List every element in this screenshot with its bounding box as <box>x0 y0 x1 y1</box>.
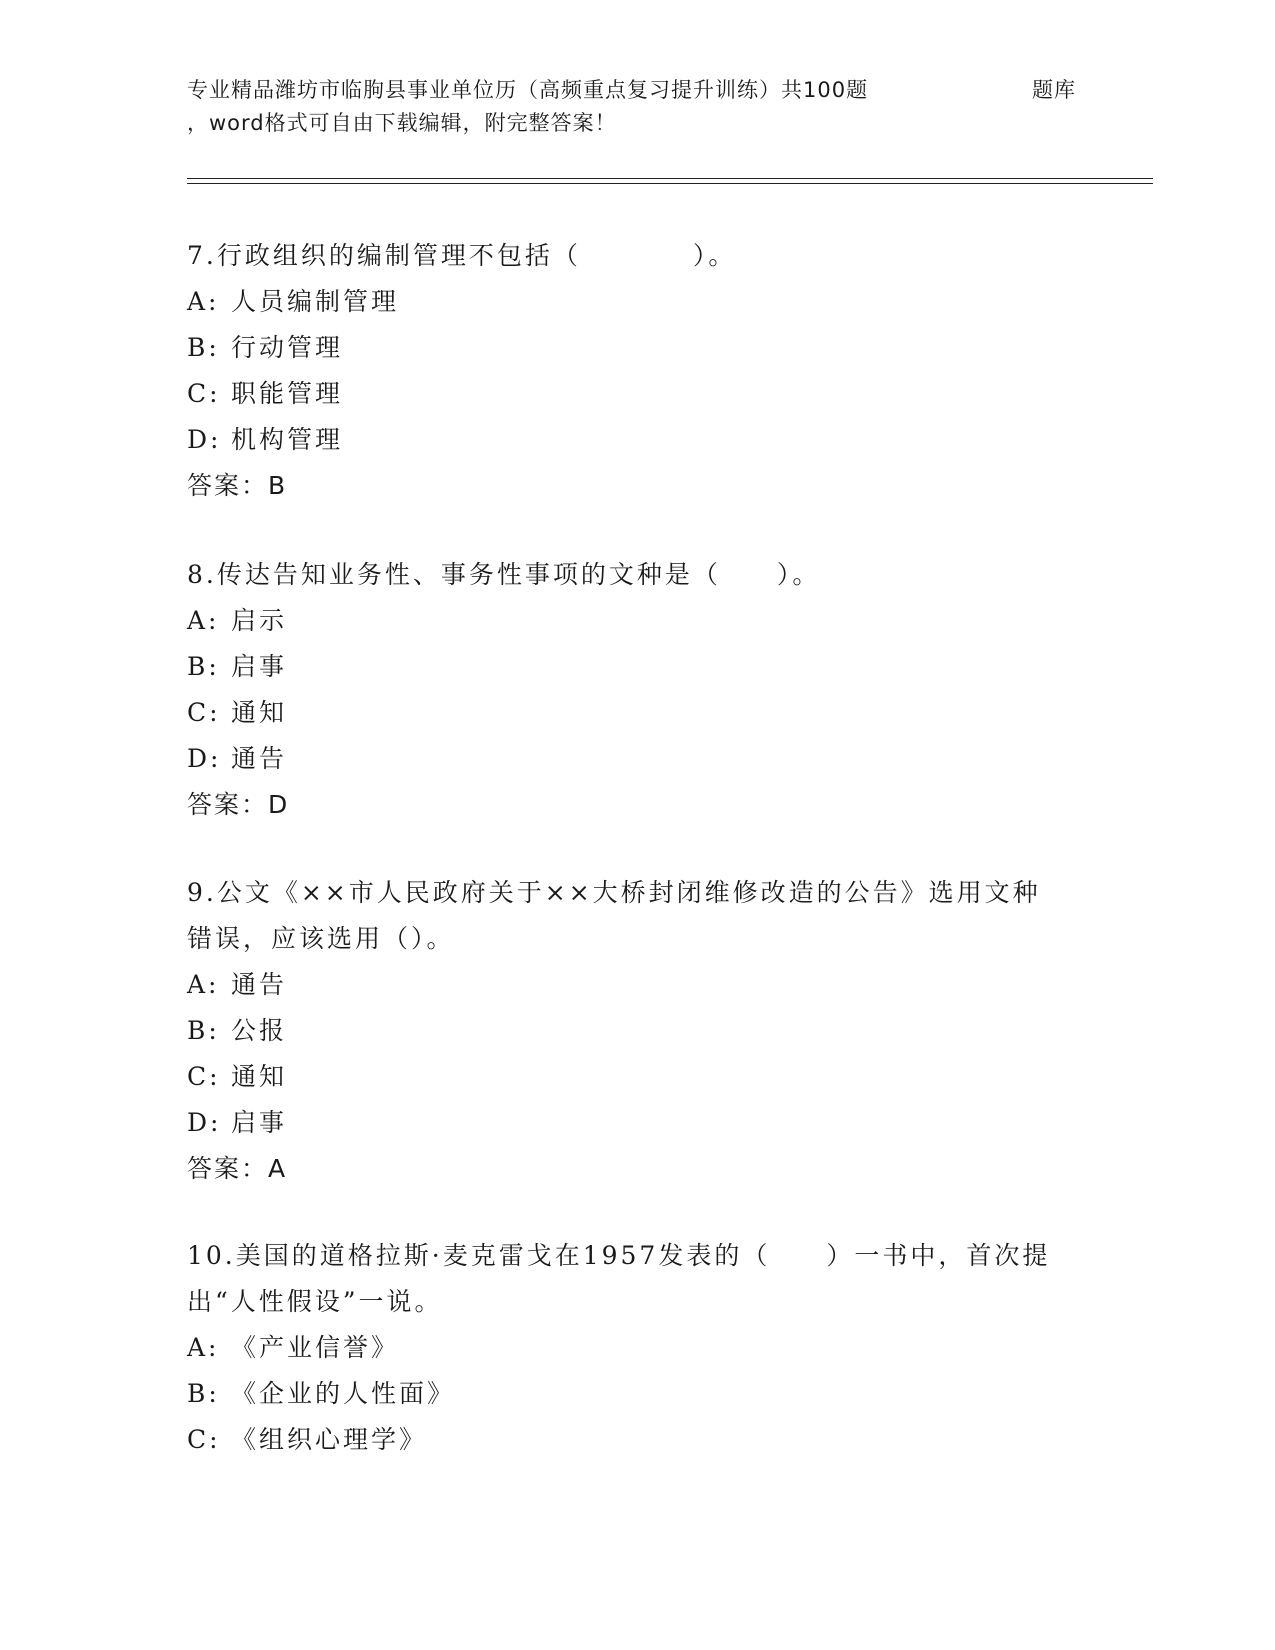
header-divider-top <box>187 178 1153 179</box>
header-subtitle: ，word格式可自由下载编辑，附完整答案！ <box>187 111 617 135</box>
option-c <box>187 1417 1067 1463</box>
option-c <box>187 1054 1067 1100</box>
answer: 答案：B <box>187 471 288 500</box>
option-text: 通知 <box>231 698 288 727</box>
option-letter: D: <box>187 425 222 454</box>
option-d <box>187 417 1067 463</box>
option-letter: C: <box>187 1425 221 1454</box>
question-stem: 10.美国的道格拉斯·麦克雷戈在1957发表的（ ）一书中，首次提出“人性假设”一说。 <box>187 1241 1051 1316</box>
option-b <box>187 325 1067 371</box>
option-a <box>187 279 1067 325</box>
option-letter: B: <box>187 1379 220 1408</box>
option-letter: C: <box>187 698 221 727</box>
option-c <box>187 371 1067 417</box>
question-stem: 7.行政组织的编制管理不包括（ ）。 <box>187 241 737 270</box>
header-title-line <box>187 74 1087 107</box>
answer: 答案：A <box>187 1154 288 1183</box>
option-a <box>187 598 1067 644</box>
option-text: 通知 <box>231 1062 288 1091</box>
option-text: 人员编制管理 <box>231 287 400 316</box>
option-a <box>187 1325 1067 1371</box>
option-text: 启示 <box>231 606 288 635</box>
option-text: 《组织心理学》 <box>231 1425 428 1454</box>
option-text: 启事 <box>231 1108 288 1137</box>
option-text: 公报 <box>231 1016 288 1045</box>
option-letter: A: <box>187 1333 220 1362</box>
option-text: 职能管理 <box>231 379 344 408</box>
document-header <box>187 74 1087 140</box>
option-text: 行动管理 <box>231 333 344 362</box>
option-text: 启事 <box>231 652 288 681</box>
option-b <box>187 1008 1067 1054</box>
option-letter: D: <box>187 1108 222 1137</box>
header-tag: 题库 <box>1032 78 1076 102</box>
option-text: 《企业的人性面》 <box>231 1379 456 1408</box>
option-text: 通告 <box>231 744 288 773</box>
option-d <box>187 1100 1067 1146</box>
option-letter: B: <box>187 1016 220 1045</box>
option-b <box>187 644 1067 690</box>
question-10 <box>187 1233 1067 1463</box>
header-divider-bottom <box>187 183 1153 184</box>
question-stem: 8.传达告知业务性、事务性事项的文种是（ ）。 <box>187 560 821 589</box>
option-letter: B: <box>187 333 220 362</box>
option-text: 通告 <box>231 970 288 999</box>
option-text: 机构管理 <box>231 425 344 454</box>
option-letter: A: <box>187 287 220 316</box>
question-stem: 9.公文《××市人民政府关于××大桥封闭维修改造的公告》选用文种错误，应该选用（）。 <box>187 878 1041 953</box>
option-letter: C: <box>187 379 221 408</box>
question-7 <box>187 233 1067 509</box>
option-a <box>187 962 1067 1008</box>
option-letter: A: <box>187 606 220 635</box>
option-letter: B: <box>187 652 220 681</box>
option-letter: C: <box>187 1062 221 1091</box>
option-text: 《产业信誉》 <box>231 1333 400 1362</box>
question-9 <box>187 870 1067 1192</box>
option-b <box>187 1371 1067 1417</box>
answer: 答案：D <box>187 790 290 819</box>
option-c <box>187 690 1067 736</box>
option-letter: A: <box>187 970 220 999</box>
option-letter: D: <box>187 744 222 773</box>
header-title: 专业精品潍坊市临朐县事业单位历（高频重点复习提升训练）共100题 <box>187 78 869 102</box>
option-d <box>187 736 1067 782</box>
question-8 <box>187 552 1067 828</box>
